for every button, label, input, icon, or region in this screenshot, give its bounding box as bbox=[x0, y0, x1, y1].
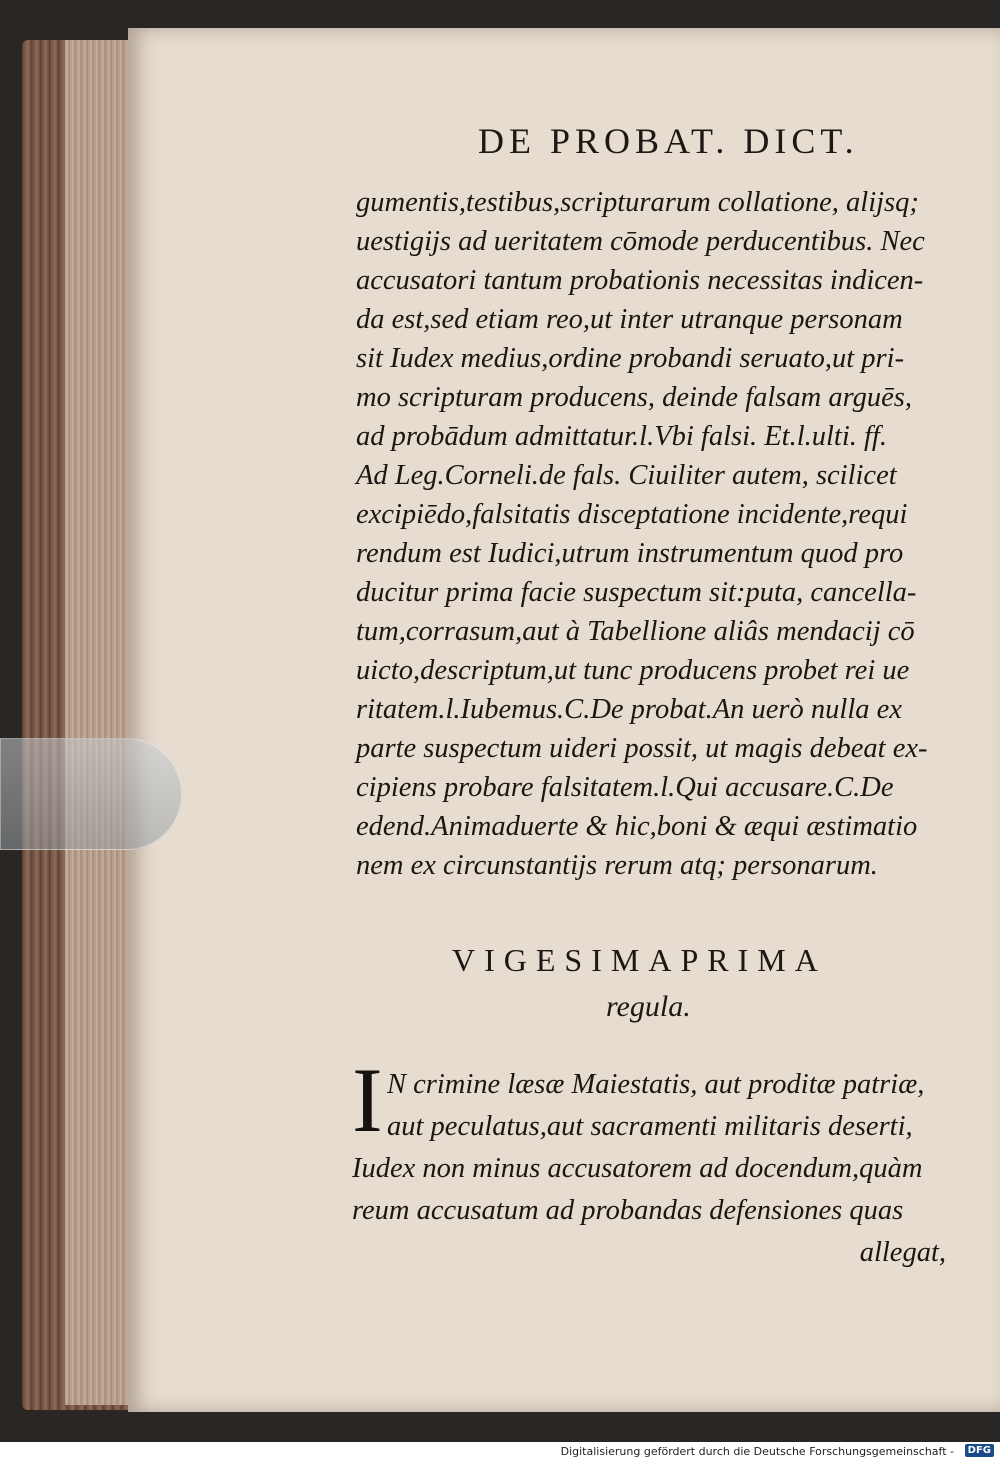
body-line: nem ex circunstantijs rerum atq; personarum. bbox=[356, 850, 878, 881]
body-line: sit Iudex medius,ordine probandi seruato,ut pri- bbox=[356, 343, 905, 374]
drop-capital: I bbox=[352, 1049, 383, 1151]
funding-credit: Digitalisierung gefördert durch die Deutsche Forschungsgemeinschaft - bbox=[560, 1445, 954, 1458]
body-line: mo scripturam producens, deinde falsam arguēs, bbox=[356, 382, 912, 413]
body-line: uicto,descriptum,ut tunc producens probet rei ue bbox=[356, 655, 910, 686]
body-line: edend.Animaduerte & hic,boni & æqui æstimatio bbox=[356, 811, 918, 842]
body-line: accusatori tantum probationis necessitas indicen- bbox=[356, 265, 924, 296]
body-line: parte suspectum uideri possit, ut magis debeat ex- bbox=[356, 733, 928, 764]
body-line: da est,sed etiam reo,ut inter utranque personam bbox=[356, 304, 903, 335]
section-title: VIGESIMAPRIMA bbox=[452, 942, 827, 978]
body-line: Ad Leg.Corneli.de fals. Ciuiliter autem, scilicet bbox=[356, 460, 897, 491]
body-line: ad probādum admittatur.l.Vbi falsi. Et.l.ulti. ff. bbox=[356, 421, 887, 452]
body-line: ritatem.l.Iubemus.C.De probat.An uerò nulla ex bbox=[356, 694, 902, 725]
rule-line: allegat, bbox=[859, 1237, 946, 1268]
section-subtitle: regula. bbox=[606, 990, 691, 1023]
body-line: uestigijs ad ueritatem cōmode perducentibus. Nec bbox=[356, 226, 925, 257]
body-line: ducitur prima facie suspectum sit:puta, cancella- bbox=[356, 577, 917, 608]
body-line: cipiens probare falsitatem.l.Qui accusare.C.De bbox=[356, 772, 894, 803]
body-paragraph bbox=[356, 183, 976, 885]
body-line: gumentis,testibus,scripturarum collatione, alijsq; bbox=[356, 187, 919, 218]
page-edges bbox=[65, 40, 133, 1405]
body-line: tum,corrasum,aut à Tabellione aliâs mendacij cō bbox=[356, 616, 915, 647]
footer-bar bbox=[0, 1442, 1000, 1463]
body-line: rendum est Iudici,utrum instrumentum quod pro bbox=[356, 538, 904, 569]
page-clip bbox=[0, 738, 182, 850]
dfg-logo-icon: DFG bbox=[965, 1444, 994, 1457]
rule-paragraph bbox=[352, 1064, 972, 1274]
rule-line: aut peculatus,aut sacramenti militaris deserti, bbox=[387, 1111, 913, 1142]
rule-line: N crimine læsæ Maiestatis, aut proditæ patriæ, bbox=[387, 1069, 925, 1100]
rule-line: reum accusatum ad probandas defensiones quas bbox=[352, 1195, 904, 1226]
running-header: DE PROBAT. DICT. bbox=[478, 121, 859, 161]
rule-line: Iudex non minus accusatorem ad docendum,quàm bbox=[352, 1153, 923, 1184]
body-line: excipiēdo,falsitatis disceptatione incidente,requi bbox=[356, 499, 908, 530]
